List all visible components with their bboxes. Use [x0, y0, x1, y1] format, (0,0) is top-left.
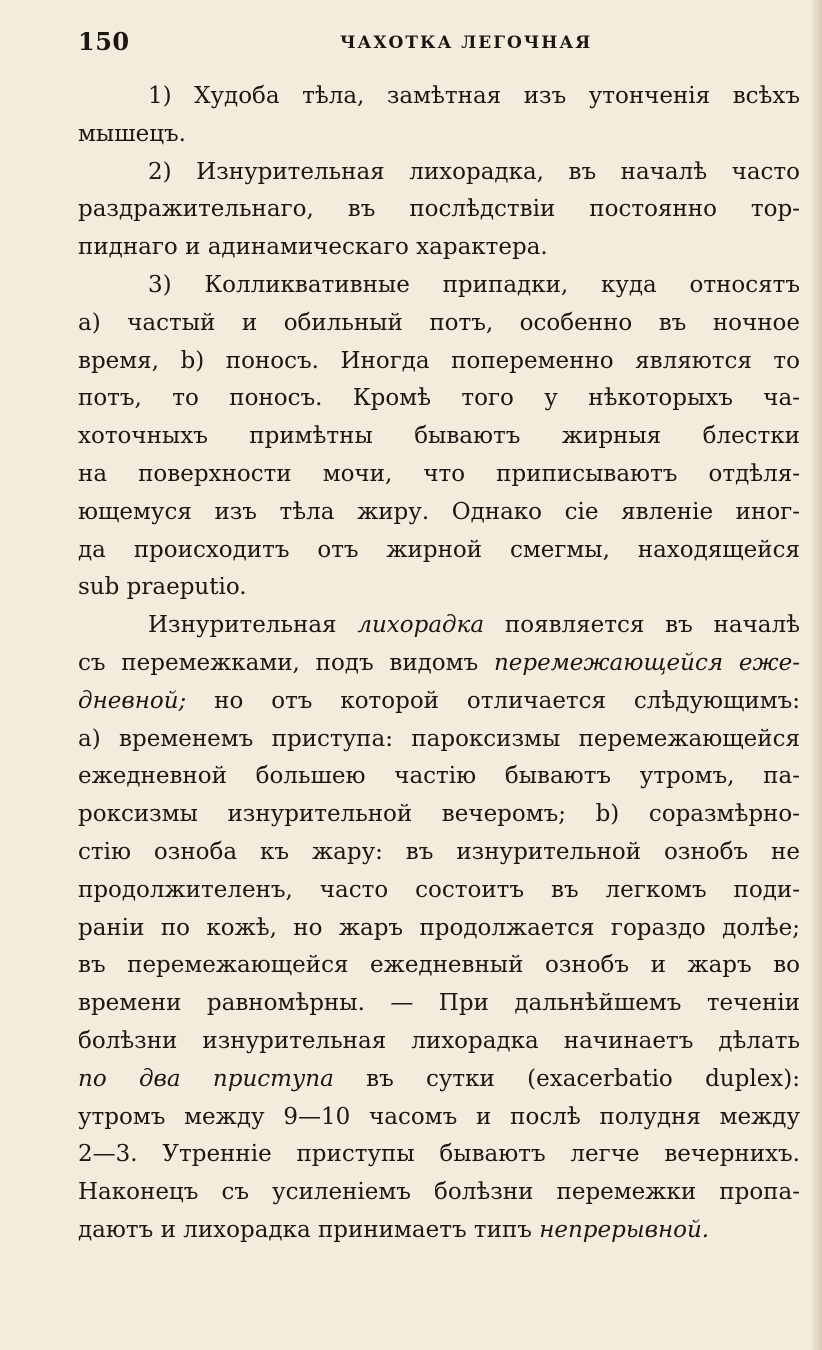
italic-text: дневной;	[78, 687, 187, 714]
text-line	[78, 154, 800, 192]
text-line	[78, 1061, 800, 1099]
text-segment: хоточныхъ примѣтны бываютъ жирныя блестки	[78, 423, 800, 450]
text-line	[78, 683, 800, 721]
text-line	[78, 494, 800, 532]
italic-text: по два приступа	[78, 1065, 334, 1092]
running-head: ЧАХОТКА ЛЕГОЧНАЯ	[340, 33, 593, 53]
text-line	[78, 985, 800, 1023]
text-segment: времени равномѣрны. — При дальнѣйшемъ теченіи	[78, 990, 800, 1017]
text-segment: но отъ которой отличается слѣдующимъ:	[186, 687, 800, 714]
text-segment: ежедневной большею частію бываютъ утромъ, па-	[78, 763, 800, 790]
text-segment: потъ, то поносъ. Кромѣ того у нѣкоторыхъ ча-	[78, 385, 800, 412]
text-line	[78, 267, 800, 305]
text-segment: болѣзни изнурительная лихорадка начинаетъ дѣлать	[78, 1027, 800, 1054]
page-edge	[812, 0, 822, 1350]
text-line	[78, 116, 800, 154]
italic-text: непрерывной.	[539, 1216, 710, 1243]
text-line	[78, 456, 800, 494]
text-line	[78, 607, 800, 645]
text-line	[78, 380, 800, 418]
text-segment: продолжителенъ, часто состоитъ въ легкомъ поди-	[78, 876, 800, 903]
italic-text: лихорадка	[357, 612, 485, 639]
text-segment: Наконецъ съ усиленіемъ болѣзни перемежки пропа-	[78, 1179, 800, 1206]
text-line	[78, 947, 800, 985]
text-line	[78, 872, 800, 910]
text-segment: появляется въ началѣ	[484, 612, 800, 639]
italic-text: перемежающейся еже-	[493, 649, 800, 676]
text-line	[78, 418, 800, 456]
text-segment: мышецъ.	[78, 120, 186, 147]
text-line	[78, 1023, 800, 1061]
text-segment: 2—3. Утренніе приступы бываютъ легче вечернихъ.	[78, 1141, 800, 1168]
text-segment: a) временемъ приступа: пароксизмы перемежающейся	[78, 725, 800, 752]
text-segment: даютъ и лихорадка принимаетъ типъ	[78, 1216, 540, 1243]
text-line	[78, 1136, 800, 1174]
text-line	[78, 343, 800, 381]
text-line	[78, 645, 800, 683]
text-segment: пиднаго и адинамическаго характера.	[78, 234, 548, 261]
text-line	[78, 721, 800, 759]
text-segment: 2) Изнурительная лихорадка, въ началѣ часто	[148, 158, 800, 185]
text-segment: ющемуся изъ тѣла жиру. Однако сіе явленіе иног-	[78, 498, 800, 525]
text-segment: 3) Колликвативные припадки, куда относятъ	[148, 271, 800, 298]
text-line	[78, 569, 800, 607]
text-segment: утромъ между 9—10 часомъ и послѣ полудня между	[78, 1103, 800, 1130]
text-line	[78, 1099, 800, 1137]
text-segment: съ перемежками, подъ видомъ	[78, 649, 494, 676]
text-line	[78, 1212, 800, 1250]
text-segment: a) частый и обильный потъ, особенно въ ночное	[78, 309, 800, 336]
text-segment: роксизмы изнурительной вечеромъ; b) соразмѣрно-	[78, 801, 800, 828]
body-text	[78, 78, 800, 1250]
text-line	[78, 796, 800, 834]
text-line	[78, 758, 800, 796]
text-segment: sub praeputio.	[78, 574, 247, 601]
text-segment: стію озноба къ жару: въ изнурительной ознобъ не	[78, 838, 800, 865]
text-line	[78, 532, 800, 570]
page-header	[78, 27, 798, 67]
text-segment: время, b) поносъ. Иногда попеременно являются то	[78, 347, 800, 374]
text-line	[78, 1174, 800, 1212]
text-segment: въ сутки (exacerbatio duplex):	[333, 1065, 800, 1092]
page-number: 150	[78, 27, 130, 56]
text-segment: въ перемежающейся ежедневный ознобъ и жаръ во	[78, 952, 800, 979]
text-segment: на поверхности мочи, что приписываютъ отдѣля-	[78, 460, 800, 487]
text-segment: Изнурительная	[148, 612, 358, 639]
text-line	[78, 229, 800, 267]
text-line	[78, 910, 800, 948]
text-segment: раздражительнаго, въ послѣдствіи постоянно тор-	[78, 196, 800, 223]
text-line	[78, 305, 800, 343]
text-segment: да происходитъ отъ жирной смегмы, находящейся	[78, 536, 800, 563]
text-line	[78, 834, 800, 872]
text-line	[78, 78, 800, 116]
text-line	[78, 191, 800, 229]
text-segment: раніи по кожѣ, но жаръ продолжается гораздо долѣе;	[78, 914, 800, 941]
text-segment: 1) Худоба тѣла, замѣтная изъ утонченія всѣхъ	[148, 83, 800, 109]
